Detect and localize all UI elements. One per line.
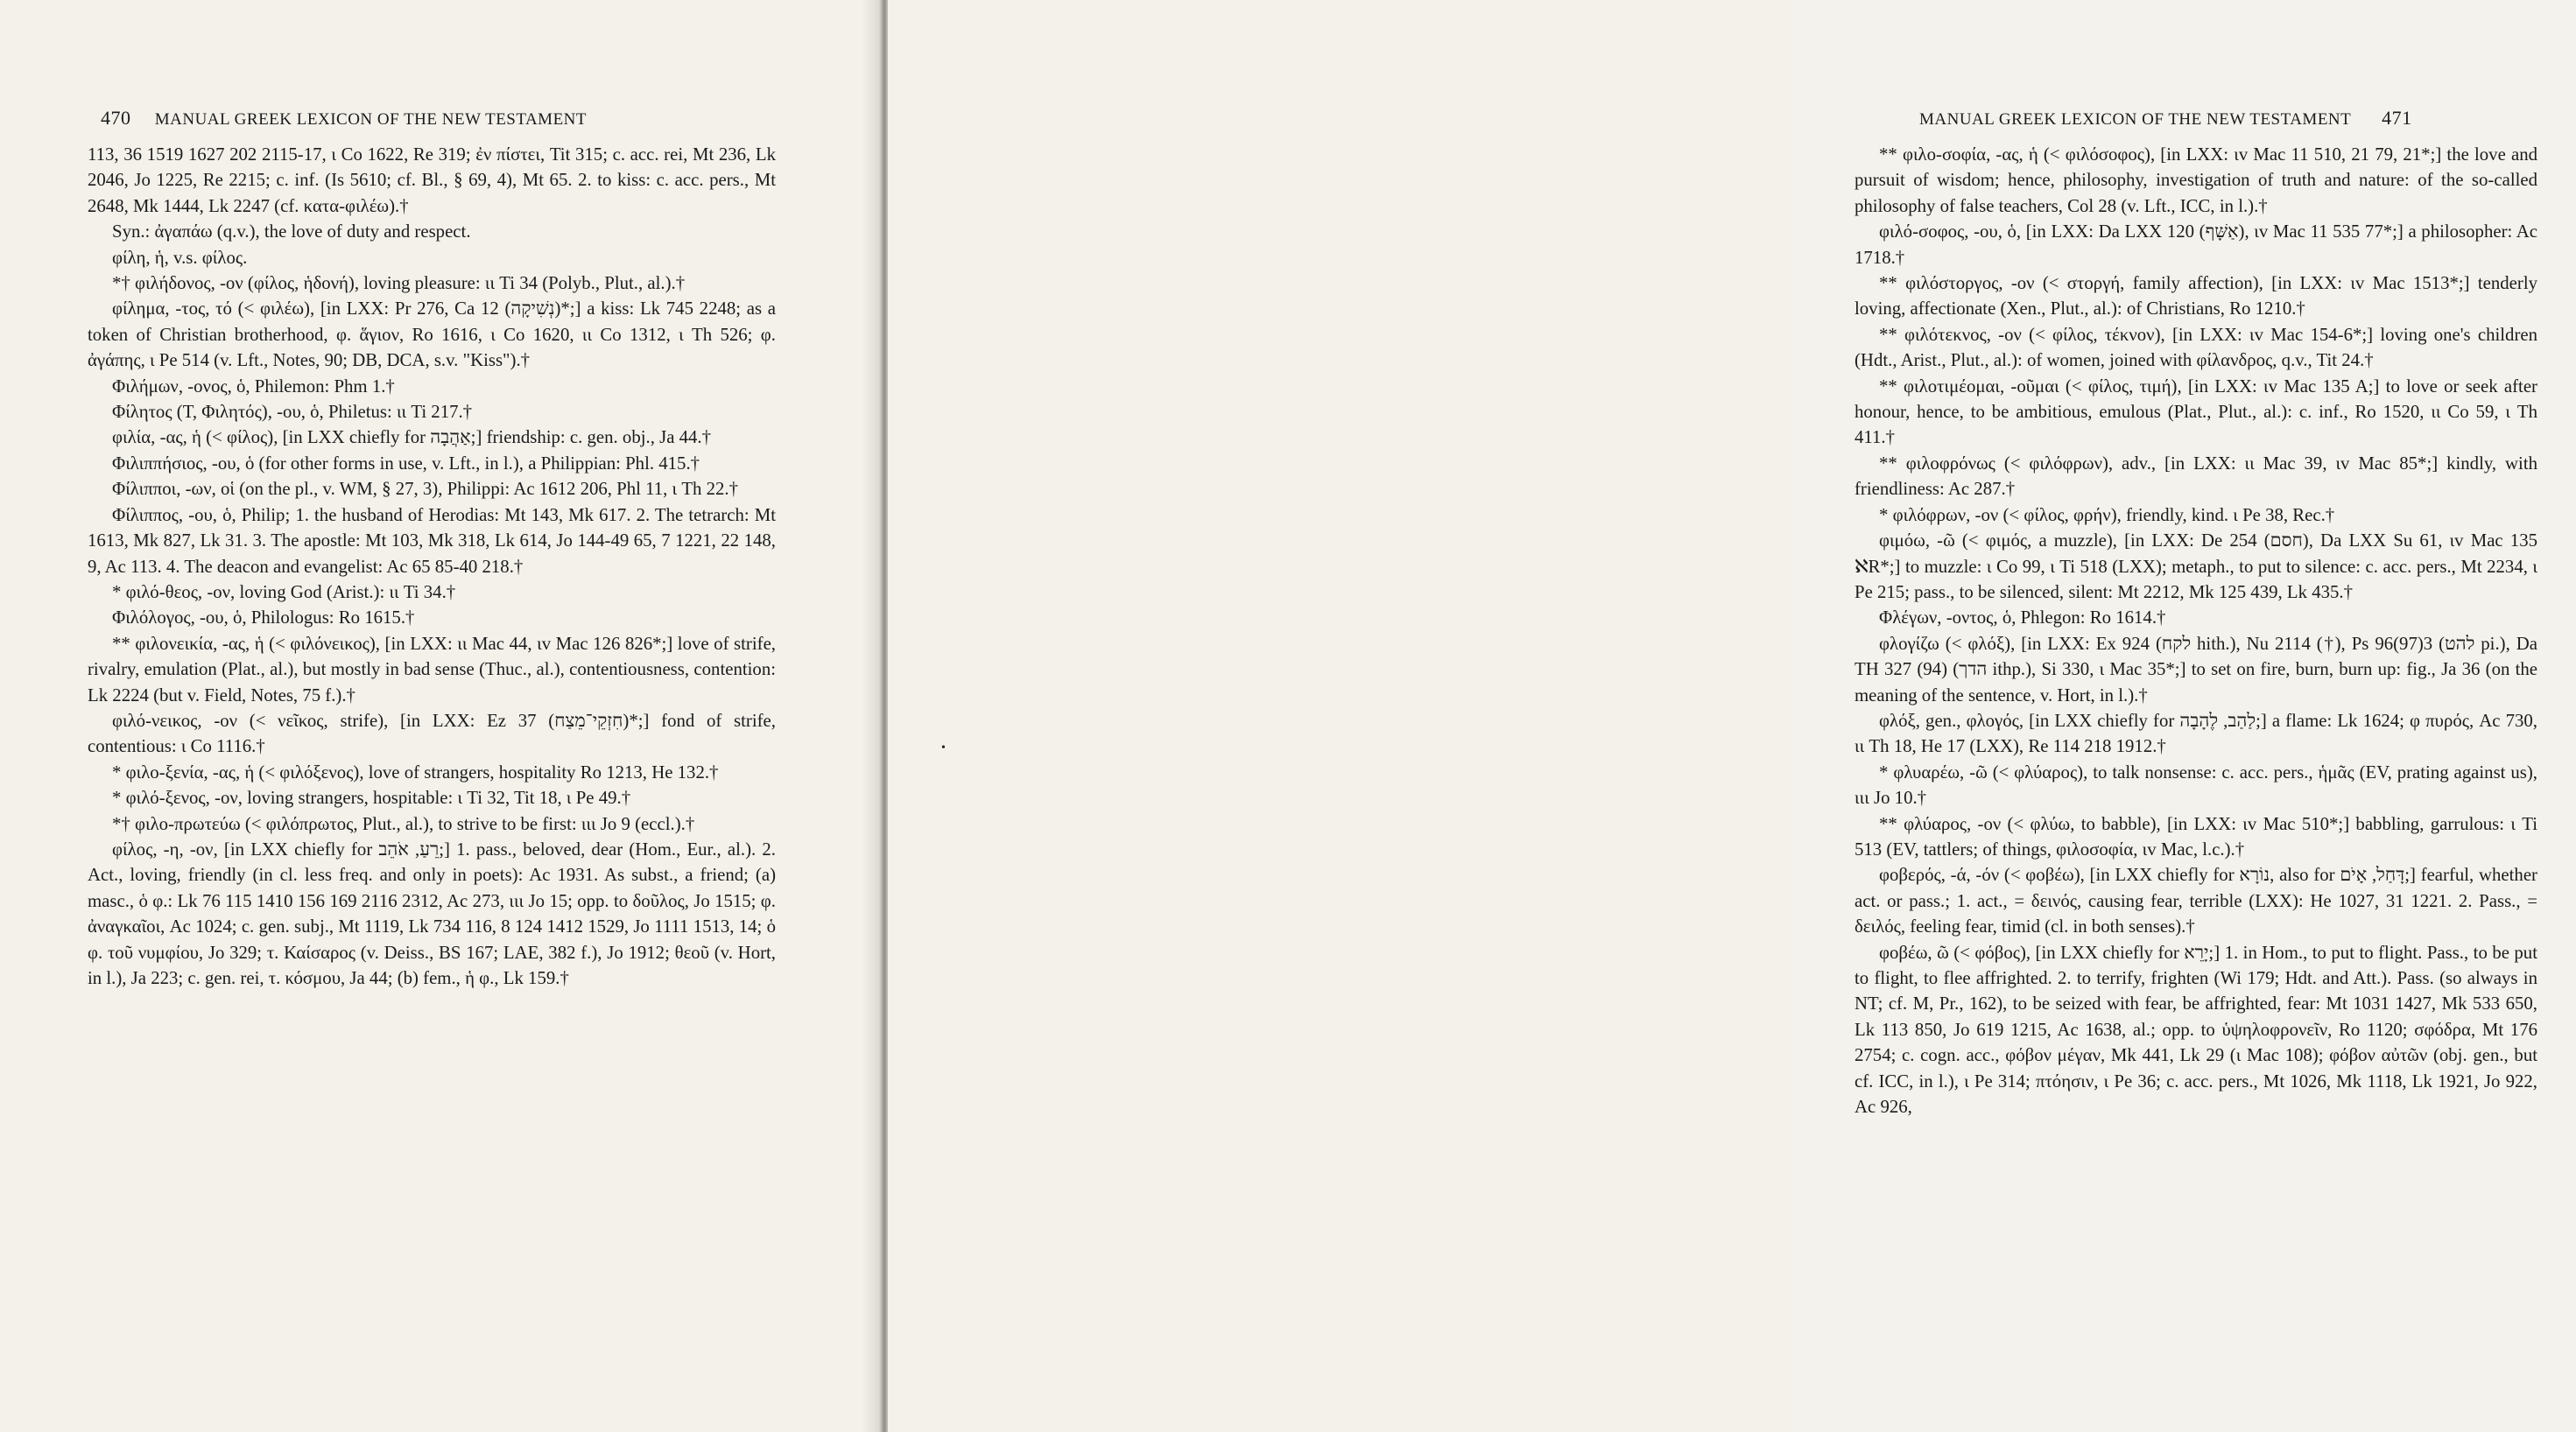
lexicon-entry: ** φιλοτιμέομαι, -οῦμαι (< φίλος, τιμή), [in LXX: ιv Mac 135 A;] to love or seek after honour, hence, to be ambitious, emulous (Plat., Plut., al.): c. inf., Ro 1520, ιι Co 59, ι Th 411.† (1855, 376, 2537, 448)
lexicon-entry: Φίλιπποι, -ων, οἱ (on the pl., v. WM, § 27, 3), Philippi: Ac 1612 206, Phl 11, ι Th 22.† (112, 479, 739, 500)
lexicon-entry: ** φιλότεκνος, -ον (< φίλος, τέκνον), [in LXX: ιv Mac 154-6*;] loving one's children (Hdt., Arist., Plut., al.): of women, joined with φίλανδρος, q.v., Tit 24.† (1855, 324, 2537, 371)
right-page-number: 471 (2382, 107, 2412, 129)
lexicon-entry: Φίλητος (T, Φιλητός), -ου, ὁ, Philetus: ιι Ti 217.† (112, 402, 473, 423)
lexicon-entry: Syn.: ἀγαπάω (q.v.), the love of duty and respect. (112, 221, 471, 242)
lexicon-entry: ** φιλονεικία, -ας, ἡ (< φιλόνεικος), [in LXX: ιι Mac 44, ιv Mac 126 826*;] love of strife, rivalry, emulation (Plat., al.), but mostly in bad sense (Thuc., al.), contentiousness, contention: Lk 2224 (but v. Field, Notes, 75 f.).† (88, 633, 776, 705)
lexicon-entry: φίλος, -η, -ον, [in LXX chiefly for רֵעַ, אֹהֵב;] 1. pass., beloved, dear (Hom., Eur., al.). 2. Act., loving, friendly (in cl. less freq. and only in poets): Ac 1931. As subst., a friend; (a) masc., ὁ φ.: Lk 76 115 1410 156 169 2116 2312, Ac 273, ιιι Jo 15; opp. to δοῦλος, Jo 1515; φ. ἀναγκαῖοι, Ac 1024; c. gen. subj., Mt 1119, Lk 734 116, 8 124 1412 1529, Jo 1111 1513, 14; ὁ φ. τοῦ νυμφίου, Jo 329; τ. Καίσαρος (v. Deiss., BS 167; LAE, 382 f.), Jo 1912; θεοῦ (v. Hort, in l.), Ja 223; c. gen. rei, τ. κόσμου, Ja 44; (b) fem., ἡ φ., Lk 159.† (88, 839, 776, 988)
lexicon-entry: φοβερός, -ά, -όν (< φοβέω), [in LXX chiefly for נוֹרָא, also for דָּחַל, אָיֹם;] fearful, whether act. or pass.; 1. act., = δεινός, causing fear, terrible (LXX): He 1027, 31 1221. 2. Pass., = δειλός, feeling fear, timid (cl. in both senses).† (1855, 865, 2537, 937)
lexicon-entry: φλόξ, gen., φλογός, [in LXX chiefly for לַהַב, לֶהָבָה;] a flame: Lk 1624; φ πυρός, Ac 730, ιι Th 18, He 17 (LXX), Re 114 218 1912.† (1855, 710, 2537, 757)
margin-dot: • (941, 741, 946, 755)
lexicon-entry: ** φιλο-σοφία, -ας, ἡ (< φιλόσοφος), [in LXX: ιv Mac 11 510, 21 79, 21*;] the love and pursuit of wisdom; hence, philosophy, investigation of truth and nature: of the so-called philosophy of false teachers, Col 28 (v. Lft., ICC, in l.).† (1855, 144, 2537, 216)
lexicon-entry: * φιλό-ξενος, -ον, loving strangers, hospitable: ι Ti 32, Tit 18, ι Pe 49.† (112, 788, 631, 809)
lexicon-entry: ** φλύαρος, -ον (< φλύω, to babble), [in LXX: ιv Mac 510*;] babbling, garrulous: ι Ti 513 (EV, tattlers; of things, φιλοσοφία, ιv Mac, l.c.).† (1855, 813, 2537, 860)
lexicon-entry: * φιλό-θεος, -ον, loving God (Arist.): ιι Ti 34.† (112, 581, 456, 602)
right-page (888, 0, 2537, 1432)
lexicon-entry: Φλέγων, -οντος, ὁ, Phlegon: Ro 1614.† (1879, 607, 2166, 628)
right-page-header (1919, 107, 2576, 131)
lexicon-entry: *† φιλήδονος, -ον (φίλος, ἡδονή), loving pleasure: ιι Ti 34 (Polyb., Plut., al.).† (112, 273, 686, 294)
lexicon-entry: * φιλο-ξενία, -ας, ἡ (< φιλόξενος), love of strangers, hospitality Ro 1213, He 132.† (112, 762, 719, 783)
lexicon-entry: φίλη, ἡ, v.s. φίλος. (112, 247, 248, 268)
lexicon-entry: φοβέω, ῶ (< φόβος), [in LXX chiefly for יָרֵא;] 1. in Hom., to put to flight. Pass., to be put to flight, to flee affrighted. 2. to terrify, frighten (Wi 179; Hdt. and Att.). Pass. (so always in NT; cf. M, Pr., 162), to be seized with fear, be affrighted, fear: Mt 1031 1427, Mk 533 650, Lk 113 850, Jo 619 1215, Ac 1638, al.; opp. to ὑψηλοφρονεῖν, Ro 1120; σφόδρα, Mt 176 2754; c. cogn. acc., φόβον μέγαν, Mk 441, Lk 29 (ι Mac 108); φόβον αὐτῶν (obj. gen., but cf. ICC, in l.), ι Pe 314; πτόησιν, ι Pe 36; c. acc. pers., Mt 1026, Mk 1118, Lk 1921, Jo 922, Ac 926, (1855, 942, 2537, 1118)
lexicon-entry: ** φιλοφρόνως (< φιλόφρων), adv., [in LXX: ιι Mac 39, ιv Mac 85*;] kindly, with friendliness: Ac 287.† (1855, 453, 2537, 500)
left-running-head: MANUAL GREEK LEXICON OF THE NEW TESTAMENT (154, 110, 587, 129)
left-page (0, 0, 883, 1432)
right-column (1855, 142, 2537, 1120)
lexicon-entry: φιλία, -ας, ἡ (< φίλος), [in LXX chiefly for אַהֲבָה;] friendship: c. gen. obj., Ja 44.† (112, 427, 712, 448)
lexicon-entry: φιλό-σοφος, -ου, ὁ, [in LXX: Da LXX 120 (אַשָּׁף), ιv Mac 11 535 77*;] a philosopher: Ac 1718.† (1855, 221, 2537, 268)
lexicon-entry: Φιλήμων, -ονος, ὁ, Philemon: Phm 1.† (112, 376, 395, 397)
lexicon-entry: * φιλόφρων, -ον (< φίλος, φρήν), friendly, kind. ι Pe 38, Rec.† (1879, 504, 2335, 525)
lexicon-entry: φιλό-νεικος, -ον (< νεῖκος, strife), [in LXX: Ez 37 (חִזְקֵי־מֵצַח)*;] fond of strife, contentious: ι Co 1116.† (88, 710, 776, 757)
left-page-header (101, 107, 731, 131)
left-column (88, 142, 776, 991)
lexicon-entry: Φίλιππος, -ου, ὁ, Philip; 1. the husband of Herodias: Mt 143, Mk 617. 2. The tetrarch: Mt 1613, Mk 827, Lk 31. 3. The apostle: Mt 103, Mk 318, Lk 614, Jo 144-49 65, 7 1221, 22 148, 9, Ac 113. 4. The deacon and evangelist: Ac 65 85-40 218.† (88, 504, 776, 577)
lexicon-entry: φίλημα, -τος, τό (< φιλέω), [in LXX: Pr 276, Ca 12 (נְשִׁיקָה)*;] a kiss: Lk 745 2248; as a token of Christian brotherhood, φ. ἅγιον, Ro 1616, ι Co 1620, ιι Co 1312, ι Th 526; φ. ἀγάπης, ι Pe 514 (v. Lft., Notes, 90; DB, DCA, s.v. "Kiss").† (88, 298, 776, 371)
lexicon-entry: φλογίζω (< φλόξ), [in LXX: Ex 924 (לקח hith.), Nu 2114 (†), Ps 96(97)3 (להט pi.), Da TH 327 (94) (הדך ithp.), Si 330, ι Mac 35*;] to set on fire, burn, burn up: fig., Ja 36 (on the meaning of the sentence, v. Hort, in l.).† (1855, 633, 2537, 705)
lexicon-entry: * φλυαρέω, -ῶ (< φλύαρος), to talk nonsense: c. acc. pers., ἡμᾶς (EV, prating against us), ιιι Jo 10.† (1855, 762, 2537, 809)
lexicon-entry: *† φιλο-πρωτεύω (< φιλόπρωτος, Plut., al.), to strive to be first: ιιι Jo 9 (eccl.).† (112, 813, 695, 834)
lexicon-entry: Φιλιππήσιος, -ου, ὁ (for other forms in use, v. Lft., in l.), a Philippian: Phl. 415.† (112, 453, 700, 474)
lexicon-entry: Φιλόλογος, -ου, ὁ, Philologus: Ro 1615.† (112, 607, 415, 628)
lexicon-entry: φιμόω, -ῶ (< φιμός, a muzzle), [in LXX: De 254 (חסם), Da LXX Su 61, ιv Mac 135 ℵR*;] to muzzle: ι Co 99, ι Ti 518 (LXX); metaph., to put to silence: c. acc. pers., Mt 2234, ι Pe 215; pass., to be silenced, silent: Mt 2212, Mk 125 439, Lk 435.† (1855, 530, 2537, 602)
lexicon-entry: ** φιλόστοργος, -ον (< στοργή, family affection), [in LXX: ιv Mac 1513*;] tenderly loving, affectionate (Xen., Plut., al.): of Christians, Ro 1210.† (1855, 273, 2537, 319)
lexicon-entry: 113, 36 1519 1627 202 2115-17, ι Co 1622, Re 319; ἐν πίστει, Tit 315; c. acc. rei, Mt 236, Lk 2046, Jo 1225, Re 2215; c. inf. (Is 5610; cf. Bl., § 69, 4), Mt 65. 2. to kiss: c. acc. pers., Mt 2648, Mk 1444, Lk 2247 (cf. κατα-φιλέω).† (88, 144, 776, 216)
right-running-head: MANUAL GREEK LEXICON OF THE NEW TESTAMENT (1919, 110, 2351, 129)
left-page-number: 470 (101, 107, 131, 129)
